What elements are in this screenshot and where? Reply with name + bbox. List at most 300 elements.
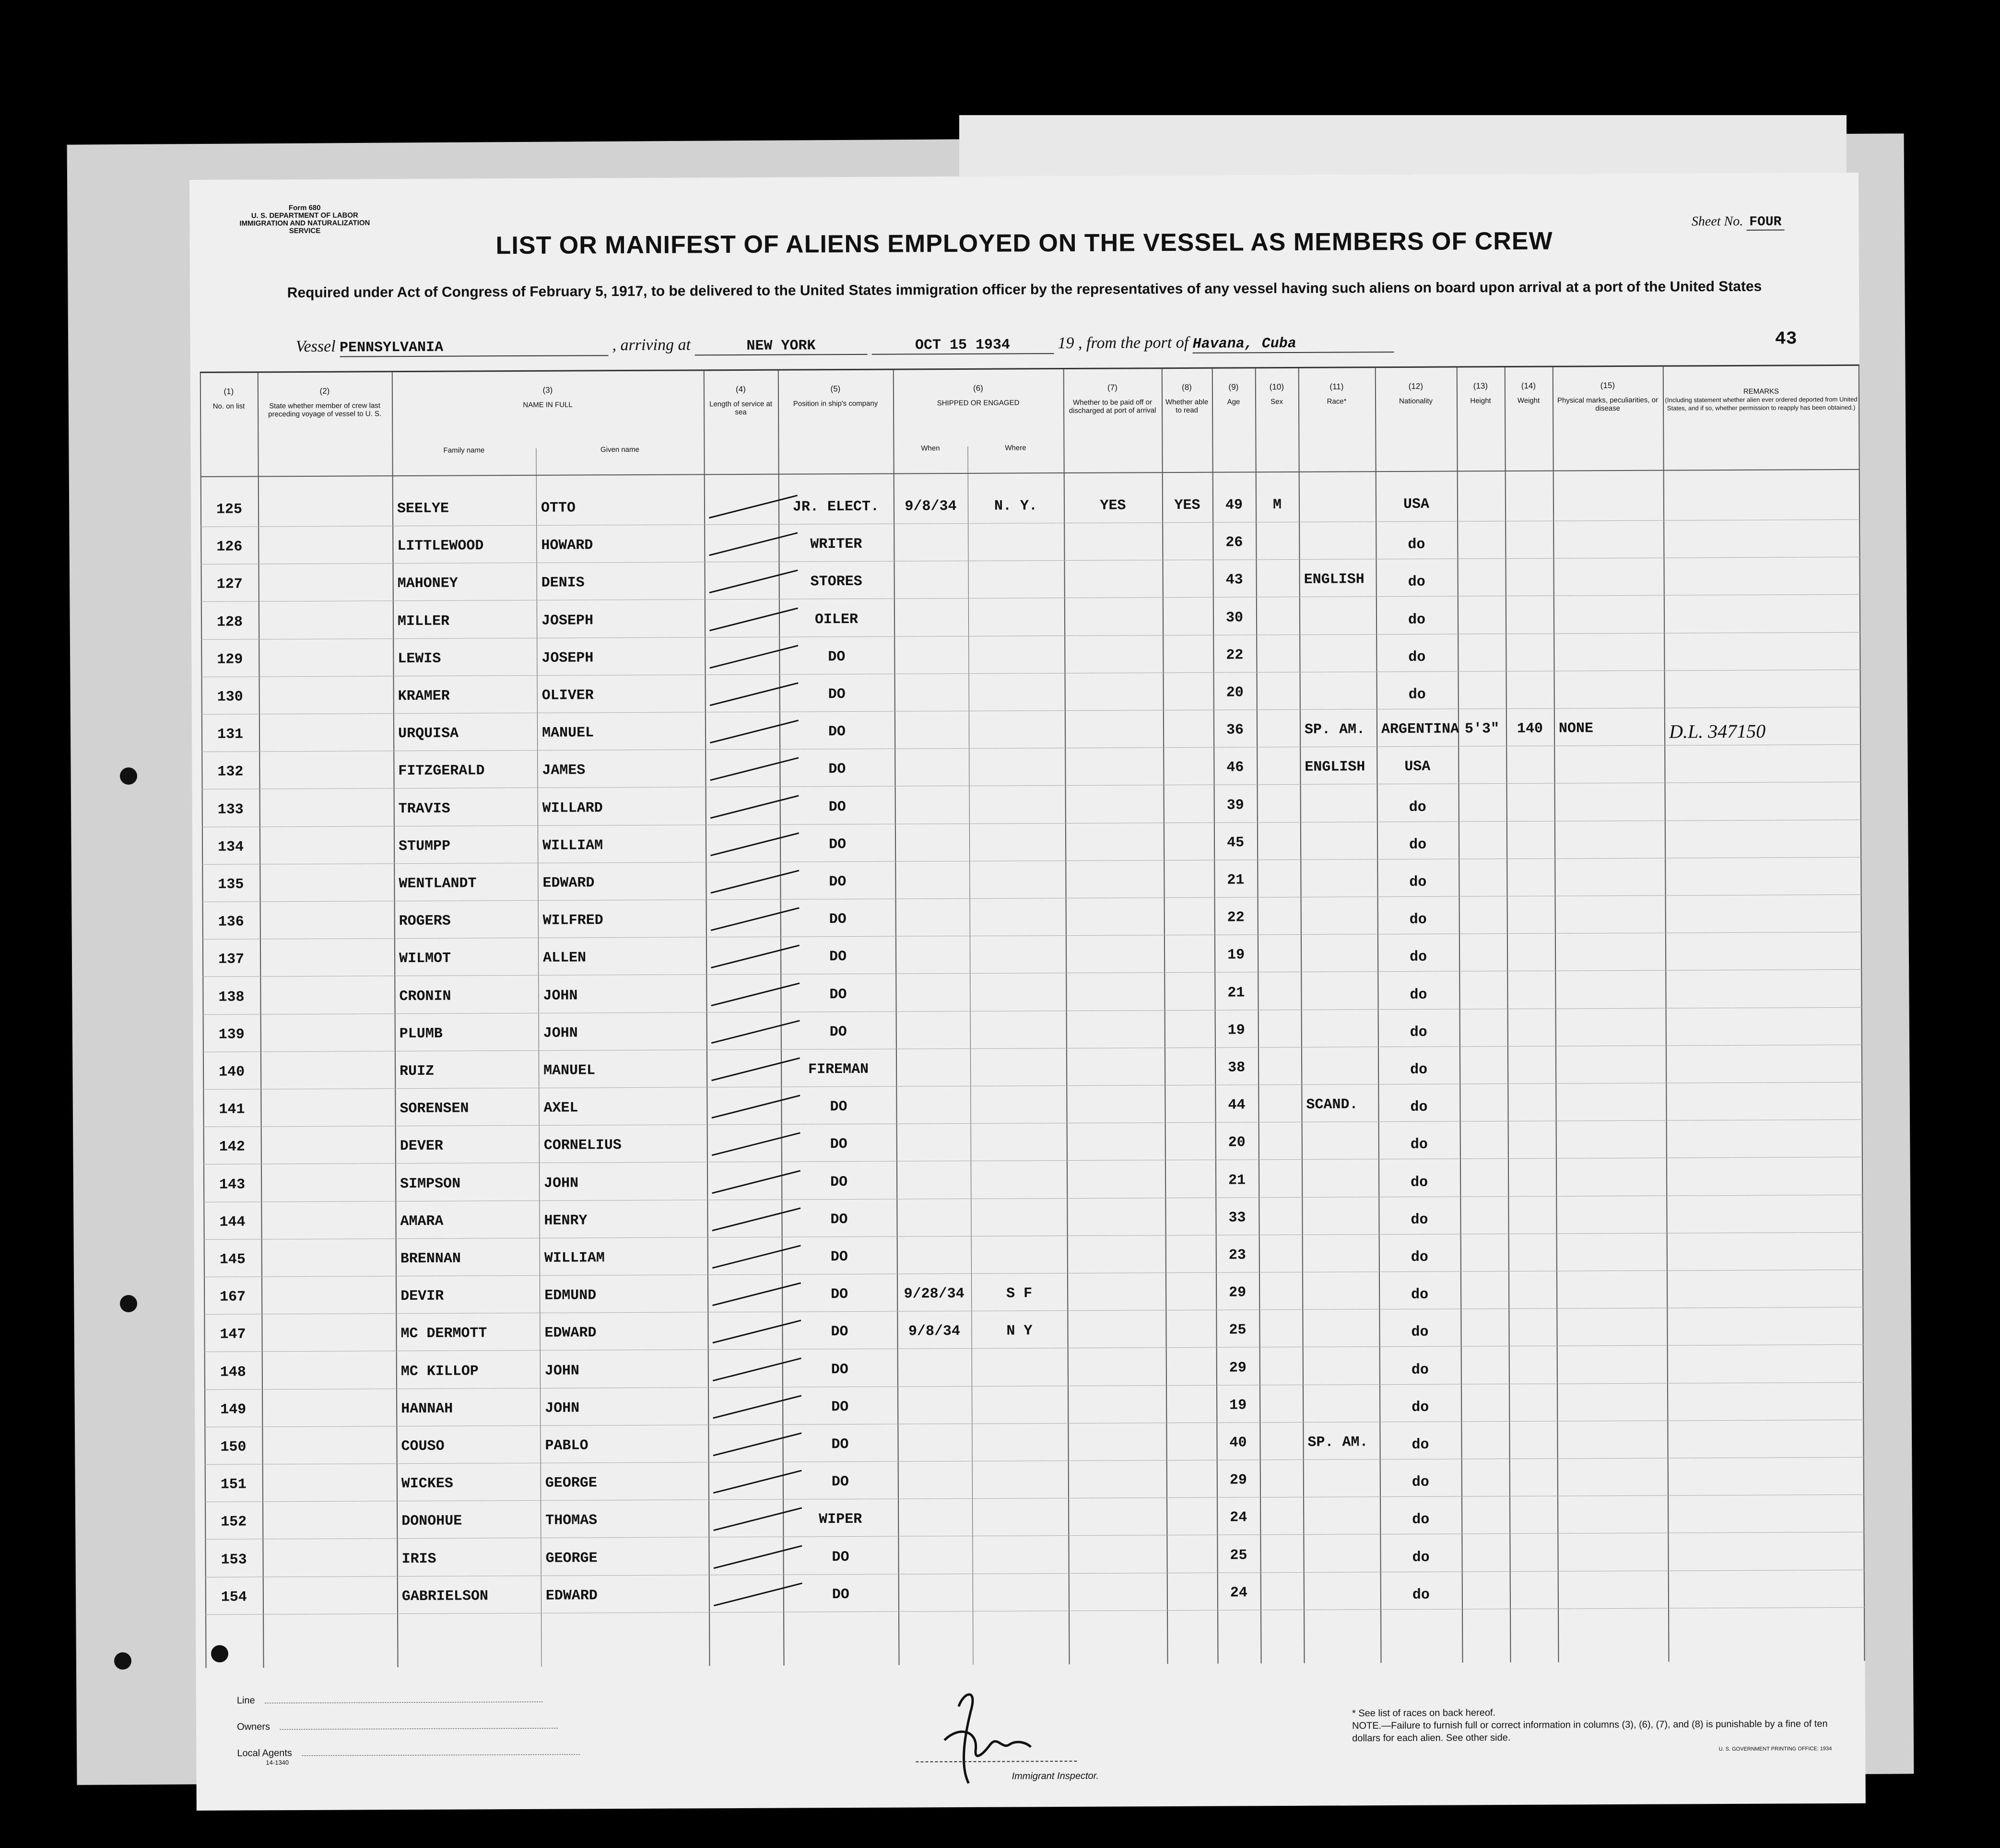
column-divider <box>778 371 785 1666</box>
race-note: * See list of races on back hereof. <box>1352 1707 1496 1719</box>
cell-position: DO <box>832 1549 849 1566</box>
cell-given: MANUEL <box>543 1062 596 1079</box>
cell-age: 38 <box>1228 1059 1246 1076</box>
cell-nationality: do <box>1411 1249 1428 1266</box>
cell-given: JOHN <box>543 988 578 1004</box>
footer-line <box>237 1694 543 1707</box>
cell-position: DO <box>831 1399 849 1415</box>
cell-family: URQUISA <box>398 725 459 742</box>
row-rule <box>205 1569 1865 1577</box>
cell-family: COUSO <box>401 1438 445 1455</box>
column-subheader: Given name <box>600 445 639 454</box>
vessel-label: Vessel <box>295 337 336 356</box>
column-divider <box>1505 367 1511 1662</box>
cell-family: WENTLANDT <box>399 875 477 893</box>
cell-no: 126 <box>216 539 243 555</box>
cell-age: 24 <box>1230 1509 1247 1526</box>
row-rule <box>201 670 1861 677</box>
cell-given: ALLEN <box>543 950 587 967</box>
cell-position: DO <box>829 874 847 891</box>
cell-position: WIPER <box>819 1511 862 1528</box>
cell-nationality: USA <box>1404 759 1431 776</box>
column-header <box>1212 383 1255 406</box>
cell-position: STORES <box>810 574 862 590</box>
row-rule <box>201 632 1860 639</box>
cell-family: RUIZ <box>400 1063 435 1080</box>
cell-race: SP. AM. <box>1304 721 1365 739</box>
cell-given: EDMUND <box>544 1287 597 1304</box>
cell-nationality: do <box>1408 686 1426 703</box>
cell-nationality: do <box>1412 1587 1430 1603</box>
cell-no: 125 <box>216 501 243 518</box>
printer-credit: U. S. GOVERNMENT PRINTING OFFICE: 1934 <box>1718 1746 1832 1753</box>
row-rule <box>202 819 1861 827</box>
row-rule <box>203 1045 1862 1052</box>
column-number: (4) <box>735 384 746 394</box>
column-header <box>1505 382 1553 405</box>
row-rule <box>204 1307 1863 1315</box>
cell-age: 21 <box>1228 1172 1246 1189</box>
cell-family: MC DERMOTT <box>400 1325 487 1342</box>
row-rule <box>203 1194 1863 1202</box>
cell-nationality: do <box>1411 1174 1428 1191</box>
column-label: Whether able to read <box>1165 398 1209 415</box>
page-subtitle: Required under Act of Congress of February 5, 1917, to be delivered to the United States immigration officer by the representatives of any vessel having such aliens on board upon arrival at a port of the United States <box>287 278 1762 301</box>
cell-no: 141 <box>219 1101 245 1118</box>
cell-nationality: do <box>1410 1137 1428 1154</box>
cell-no: 167 <box>220 1289 246 1306</box>
sheet-label: Sheet No. <box>1691 213 1743 229</box>
column-label: State whether member of crew last preceding voyage of vessel to U. S. <box>268 401 382 419</box>
cell-nationality: do <box>1409 799 1426 816</box>
cell-marks: NONE <box>1558 720 1594 737</box>
cell-sex: M <box>1272 497 1282 514</box>
column-header <box>1298 382 1375 406</box>
column-label: NAME IN FULL <box>523 400 573 409</box>
cell-given: JOHN <box>544 1363 579 1379</box>
column-header <box>392 385 704 410</box>
row-rule <box>201 594 1860 602</box>
cell-no: 150 <box>220 1439 247 1456</box>
column-number <box>1663 380 1859 381</box>
cell-age: 26 <box>1225 534 1243 551</box>
cell-age: 30 <box>1225 610 1244 626</box>
cell-position: DO <box>829 949 847 965</box>
column-number: (10) <box>1269 382 1284 392</box>
cell-no: 152 <box>221 1514 247 1531</box>
column-label: Race* <box>1327 397 1347 406</box>
column-header <box>778 385 893 408</box>
cell-weight: 140 <box>1517 720 1543 738</box>
cell-age: 40 <box>1229 1435 1247 1451</box>
cell-no: 138 <box>218 989 245 1006</box>
from-label: , from the port of <box>1078 333 1189 352</box>
column-number: (3) <box>542 385 553 395</box>
cell-family: IRIS <box>401 1551 436 1567</box>
cell-age: 49 <box>1225 497 1243 514</box>
column-header <box>704 385 778 417</box>
cell-position: DO <box>831 1324 848 1341</box>
cell-nationality: do <box>1408 536 1425 553</box>
column-label: Age <box>1227 398 1240 406</box>
column-subheader: Family name <box>443 446 485 455</box>
row-rule <box>202 895 1862 902</box>
cell-position: DO <box>831 1361 848 1378</box>
cell-nationality: do <box>1412 1474 1429 1491</box>
column-divider <box>1457 367 1463 1662</box>
punch-hole <box>120 1295 137 1312</box>
column-number: (15) <box>1600 381 1615 390</box>
row-rule <box>203 1007 1862 1014</box>
footer-owners <box>237 1720 558 1733</box>
cell-when: 9/8/34 <box>905 498 957 515</box>
column-label: REMARKS <box>1743 387 1779 396</box>
cell-given: JOSEPH <box>541 612 594 629</box>
cell-given: WILLARD <box>542 800 603 817</box>
manifest-page <box>189 173 1866 1811</box>
cell-family: DEVIR <box>400 1288 444 1305</box>
cell-age: 23 <box>1228 1247 1246 1264</box>
row-rule <box>203 1157 1863 1165</box>
cell-nationality: do <box>1411 1362 1429 1378</box>
cell-no: 129 <box>217 651 243 668</box>
column-header <box>1162 383 1212 414</box>
agents-label: Local Agents <box>237 1748 292 1759</box>
cell-age: 20 <box>1228 1134 1246 1151</box>
footer-note <box>1352 1705 1832 1757</box>
cell-given: MANUEL <box>541 725 594 742</box>
cell-age: 46 <box>1226 759 1244 776</box>
row-rule <box>204 1420 1864 1427</box>
punch-hole <box>120 767 137 785</box>
cell-position: DO <box>830 1136 847 1153</box>
column-label: Weight <box>1517 396 1540 405</box>
column-header <box>1663 380 1859 412</box>
cell-family: MILLER <box>397 613 450 630</box>
cell-given: DENIS <box>541 575 585 592</box>
cell-no: 127 <box>216 576 243 593</box>
cell-nationality: do <box>1411 1212 1428 1228</box>
column-header <box>1457 382 1505 405</box>
cell-nationality: do <box>1409 911 1427 929</box>
column-label: Position in ship's company <box>793 399 878 408</box>
column-label: Nationality <box>1399 397 1433 405</box>
cell-family: AMARA <box>400 1213 444 1230</box>
column-label: No. on list <box>212 402 245 411</box>
manifest-table <box>200 365 1865 1668</box>
punch-hole <box>114 1652 131 1670</box>
cell-family: FITZGERALD <box>398 763 485 780</box>
cell-family: PLUMB <box>399 1025 443 1042</box>
cell-family: WILMOT <box>399 951 451 967</box>
cell-nationality: do <box>1410 1024 1427 1041</box>
column-subdivider <box>536 448 541 1667</box>
cell-no: 142 <box>219 1139 245 1156</box>
cell-age: 36 <box>1226 722 1244 739</box>
cell-no: 149 <box>220 1401 247 1418</box>
column-number: (5) <box>830 384 841 394</box>
cell-nationality: do <box>1412 1399 1429 1416</box>
owners-label: Owners <box>237 1721 271 1732</box>
cell-age: 22 <box>1227 909 1245 926</box>
column-divider <box>1162 369 1168 1664</box>
page-number: 43 <box>1775 329 1797 350</box>
column-number: (9) <box>1228 382 1239 392</box>
cell-family: ROGERS <box>399 913 451 930</box>
cell-nationality: do <box>1410 949 1427 966</box>
cell-given: JAMES <box>542 762 586 779</box>
cell-position: OILER <box>814 611 859 628</box>
cell-when: 9/28/34 <box>904 1286 965 1303</box>
cell-given: HOWARD <box>541 537 593 554</box>
cell-no: 151 <box>220 1476 247 1493</box>
column-divider <box>392 372 399 1667</box>
cell-given: EDWARD <box>542 875 595 892</box>
cell-age: 21 <box>1227 872 1245 889</box>
column-divider <box>1298 368 1305 1663</box>
cell-position: DO <box>832 1586 849 1603</box>
cell-no: 154 <box>221 1589 247 1606</box>
fine-note: NOTE.—Failure to furnish full or correct information in columns (3), (6), (7), and (8) is punishable by a fine of ten dollars for each alien. See other side. <box>1352 1719 1828 1744</box>
cell-family: HANNAH <box>401 1401 453 1417</box>
sheet-value: FOUR <box>1746 214 1784 230</box>
column-subheader: Where <box>1005 444 1026 452</box>
year-label: 19 <box>1058 334 1074 353</box>
cell-nationality: ARGENTINA <box>1381 721 1459 738</box>
cell-age: 44 <box>1228 1097 1246 1114</box>
row-rule <box>202 932 1862 940</box>
cell-race: SCAND. <box>1306 1096 1358 1114</box>
cell-given: AXEL <box>543 1100 578 1117</box>
cell-position: FIREMAN <box>808 1061 869 1078</box>
footer-agents <box>237 1746 580 1766</box>
cell-no: 134 <box>217 839 244 856</box>
cell-given: JOHN <box>545 1400 580 1417</box>
vessel-name: PENNSYLVANIA <box>340 339 608 357</box>
column-number: (2) <box>319 386 330 396</box>
cell-nationality: do <box>1409 836 1427 853</box>
cell-race: ENGLISH <box>1304 571 1365 589</box>
column-label: Height <box>1470 397 1491 405</box>
cell-nationality: do <box>1408 574 1425 591</box>
cell-no: 132 <box>217 764 244 781</box>
cell-nationality: do <box>1410 987 1427 1003</box>
column-subdivider <box>967 447 973 1665</box>
cell-nationality: do <box>1408 649 1426 666</box>
column-number: (8) <box>1181 382 1192 392</box>
row-rule <box>204 1382 1864 1389</box>
cell-given: JOHN <box>543 1025 578 1042</box>
cell-family: STUMPP <box>398 838 451 855</box>
cell-family: DEVER <box>400 1138 443 1155</box>
cell-age: 24 <box>1230 1585 1247 1601</box>
column-number: (12) <box>1408 381 1424 391</box>
cell-no: 143 <box>219 1177 246 1193</box>
column-number: (6) <box>973 383 983 393</box>
cell-given: JOHN <box>544 1175 579 1192</box>
cell-family: MC KILLOP <box>400 1363 479 1380</box>
cell-family: SEELYE <box>397 500 449 518</box>
cell-given: WILFRED <box>542 912 603 929</box>
cell-given: GEORGE <box>545 1475 597 1492</box>
column-divider <box>1553 367 1559 1662</box>
cell-age: 29 <box>1229 1472 1247 1489</box>
column-divider <box>1212 369 1219 1664</box>
cell-nationality: USA <box>1403 496 1430 513</box>
cell-age: 29 <box>1229 1360 1247 1377</box>
cell-family: LITTLEWOOD <box>397 538 484 555</box>
column-header <box>1255 383 1298 406</box>
cell-family: SIMPSON <box>400 1176 461 1192</box>
cell-given: WILLIAM <box>542 837 603 854</box>
line-label: Line <box>236 1695 255 1706</box>
row-rule <box>203 1119 1863 1127</box>
row-rule <box>204 1344 1864 1352</box>
cell-position: DO <box>831 1286 848 1303</box>
cell-nationality: do <box>1410 1099 1428 1116</box>
cell-position: DO <box>828 836 847 853</box>
cell-age: 21 <box>1227 985 1245 1001</box>
row-rule <box>205 1457 1864 1465</box>
column-header <box>258 387 392 418</box>
column-number: (14) <box>1521 381 1536 390</box>
cell-position: DO <box>828 761 846 778</box>
cell-family: GABRIELSON <box>401 1588 488 1605</box>
column-label: Whether to be paid off or discharged at port of arrival <box>1069 398 1156 415</box>
cell-nationality: do <box>1408 612 1426 628</box>
from-port: Havana, Cuba <box>1193 335 1394 353</box>
cell-no: 153 <box>221 1552 247 1568</box>
cell-given: JOSEPH <box>541 650 594 667</box>
cell-no: 148 <box>220 1364 246 1381</box>
cell-nationality: do <box>1409 874 1427 891</box>
cell-no: 145 <box>219 1251 246 1268</box>
cell-age: 19 <box>1227 947 1245 964</box>
cell-position: DO <box>830 1099 847 1116</box>
service: IMMIGRATION AND NATURALIZATION SERVICE <box>239 219 370 235</box>
cell-age: 45 <box>1226 835 1245 851</box>
cell-no: 136 <box>218 914 244 930</box>
cell-nationality: do <box>1410 1061 1428 1078</box>
cell-given: EDWARD <box>544 1325 597 1342</box>
cell-given: EDWARD <box>545 1588 598 1604</box>
row-rule <box>200 557 1860 565</box>
cell-nationality: do <box>1412 1436 1429 1453</box>
cell-no: 130 <box>217 689 243 706</box>
agents-field <box>302 1754 580 1756</box>
column-note: (Including statement whether alien ever ordered deported from United States, and if so, whether permission to reapply has been obtained.) <box>1665 395 1858 412</box>
cell-no: 135 <box>218 876 244 893</box>
column-label: Length of service at sea <box>709 400 773 417</box>
cell-age: 22 <box>1226 647 1244 664</box>
row-rule <box>200 519 1860 527</box>
page-title: LIST OR MANIFEST OF ALIENS EMPLOYED ON THE VESSEL AS MEMBERS OF CREW <box>495 227 1553 260</box>
cell-position: DO <box>830 1249 848 1266</box>
cell-no: 137 <box>218 951 245 968</box>
cell-family: SORENSEN <box>400 1100 469 1118</box>
row-rule <box>205 1495 1864 1502</box>
cell-race: SP. AM. <box>1307 1434 1368 1451</box>
owners-field <box>280 1728 558 1730</box>
cell-family: LEWIS <box>398 650 441 667</box>
cell-family: TRAVIS <box>398 800 450 817</box>
cell-age: 29 <box>1229 1284 1247 1301</box>
column-number: (7) <box>1107 383 1118 392</box>
row-rule <box>201 744 1861 752</box>
cell-position: WRITER <box>810 536 862 553</box>
row-rule <box>202 857 1861 865</box>
cell-position: DO <box>828 724 846 741</box>
cell-position: DO <box>828 648 846 665</box>
column-header <box>893 384 1063 408</box>
cell-family: KRAMER <box>398 688 450 705</box>
row-rule <box>201 707 1861 715</box>
cell-position: DO <box>828 686 846 703</box>
cell-paid-off: YES <box>1100 497 1126 514</box>
cell-no: 139 <box>218 1026 245 1043</box>
cell-where: N. Y. <box>994 498 1038 515</box>
column-number: (1) <box>224 387 234 396</box>
cell-position: DO <box>829 986 847 1003</box>
cell-family: DONOHUE <box>401 1513 462 1530</box>
cell-no: 128 <box>216 614 243 631</box>
cell-given: WILLIAM <box>544 1250 605 1267</box>
arriving-label: , arriving at <box>612 336 691 354</box>
row-rule <box>202 969 1862 977</box>
department: U. S. DEPARTMENT OF LABOR <box>251 211 358 220</box>
row-rule <box>203 1082 1862 1090</box>
cell-given: THOMAS <box>545 1512 598 1530</box>
row-rule <box>204 1270 1863 1277</box>
column-divider <box>1663 367 1670 1662</box>
cell-given: GEORGE <box>545 1550 598 1567</box>
cell-position: DO <box>829 911 847 928</box>
form-header <box>223 204 386 235</box>
arriving-port: NEW YORK <box>694 338 867 356</box>
cell-nationality: do <box>1412 1512 1430 1529</box>
column-number: (11) <box>1329 382 1344 391</box>
column-divider <box>893 370 900 1665</box>
cell-age: 20 <box>1226 684 1244 701</box>
column-header <box>1375 382 1457 405</box>
cell-height: 5'3" <box>1464 721 1500 738</box>
cell-age: 19 <box>1229 1397 1247 1414</box>
cell-race: ENGLISH <box>1305 759 1365 776</box>
agents-code: 14-1340 <box>266 1759 289 1766</box>
cell-age: 19 <box>1227 1022 1245 1039</box>
column-divider <box>200 373 207 1668</box>
cell-position: JR. ELECT. <box>792 498 880 516</box>
inspector-label: Immigrant Inspector. <box>1012 1770 1099 1782</box>
cell-read: YES <box>1174 497 1200 514</box>
cell-age: 39 <box>1226 797 1244 814</box>
cell-family: WICKES <box>401 1475 453 1493</box>
cell-family: CRONIN <box>399 988 451 1005</box>
cell-no: 131 <box>217 726 244 743</box>
column-label: Physical marks, peculiarities, or disease <box>1557 396 1659 413</box>
cell-position: DO <box>831 1436 849 1453</box>
row-rule <box>205 1607 1865 1615</box>
cell-age: 25 <box>1230 1547 1247 1564</box>
column-header <box>200 387 258 411</box>
cell-no: 147 <box>220 1326 246 1343</box>
cell-family: MAHONEY <box>397 575 458 592</box>
cell-position: DO <box>829 1024 847 1040</box>
cell-nationality: do <box>1411 1324 1429 1341</box>
cell-age: 33 <box>1228 1210 1246 1226</box>
column-divider <box>1255 368 1262 1663</box>
column-divider <box>1063 369 1070 1664</box>
